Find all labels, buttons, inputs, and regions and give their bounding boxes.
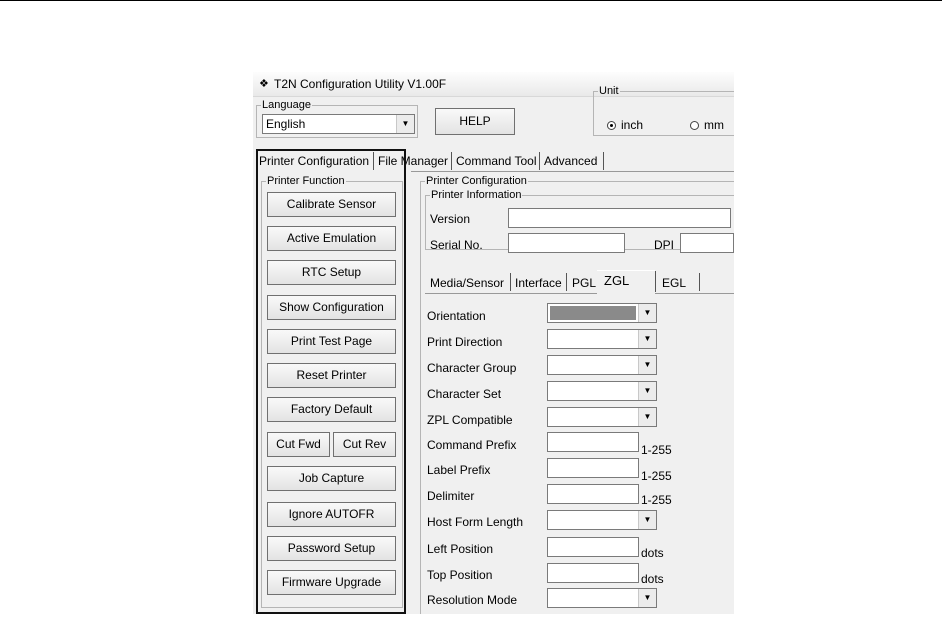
top-position-label: Top Position xyxy=(427,568,493,582)
character-group-label: Character Group xyxy=(427,361,517,375)
version-field[interactable] xyxy=(508,208,731,228)
subtab-baseline xyxy=(655,293,734,294)
tab-separator xyxy=(510,273,511,291)
tab-separator xyxy=(539,152,540,170)
host-form-length-select[interactable] xyxy=(547,510,657,530)
subtab-interface[interactable]: Interface xyxy=(515,276,562,290)
reset-printer-button[interactable]: Reset Printer xyxy=(267,363,396,388)
serial-label: Serial No. xyxy=(430,238,483,252)
zpl-compatible-label: ZPL Compatible xyxy=(427,413,513,427)
firmware-upgrade-button[interactable]: Firmware Upgrade xyxy=(267,570,396,595)
factory-default-button[interactable]: Factory Default xyxy=(267,397,396,422)
orientation-selection-highlight xyxy=(550,306,636,320)
left-position-field[interactable] xyxy=(547,537,639,557)
unit-radio-inch[interactable] xyxy=(607,118,643,132)
tab-separator xyxy=(655,271,656,292)
chevron-down-icon[interactable]: ▼ xyxy=(638,382,656,400)
left-position-unit: dots xyxy=(641,546,664,560)
tab-baseline xyxy=(411,171,734,172)
label-prefix-label: Label Prefix xyxy=(427,463,491,477)
language-legend: Language xyxy=(262,99,311,111)
rtc-setup-button[interactable]: RTC Setup xyxy=(267,260,396,285)
unit-mm-label: mm xyxy=(704,118,724,132)
subtab-zgl-label: ZGL xyxy=(604,273,630,288)
printer-function-legend: Printer Function xyxy=(267,175,345,187)
delimiter-label: Delimiter xyxy=(427,489,475,503)
printer-configuration-legend: Printer Configuration xyxy=(426,175,527,187)
page-top-rule xyxy=(0,0,942,1)
subtab-egl[interactable]: EGL xyxy=(662,276,687,290)
chevron-down-icon[interactable]: ▼ xyxy=(638,589,656,607)
language-value: English xyxy=(266,117,306,131)
tab-separator xyxy=(699,273,700,291)
label-prefix-range: 1-255 xyxy=(641,469,672,483)
orientation-label: Orientation xyxy=(427,309,486,323)
tab-advanced[interactable]: Advanced xyxy=(544,154,598,168)
tab-separator xyxy=(566,273,567,291)
orientation-select[interactable] xyxy=(547,303,657,323)
show-configuration-button[interactable]: Show Configuration xyxy=(267,295,396,320)
chevron-down-icon[interactable]: ▼ xyxy=(396,115,414,133)
tab-separator xyxy=(451,152,452,170)
top-position-field[interactable] xyxy=(547,563,639,583)
cut-rev-button[interactable]: Cut Rev xyxy=(333,432,396,457)
zpl-compatible-select[interactable] xyxy=(547,407,657,427)
left-position-label: Left Position xyxy=(427,542,494,556)
resolution-mode-label: Resolution Mode xyxy=(427,593,518,607)
help-button[interactable]: HELP xyxy=(435,108,515,135)
tab-separator xyxy=(603,152,604,170)
subtab-baseline xyxy=(425,293,597,294)
cut-fwd-button[interactable]: Cut Fwd xyxy=(267,432,330,457)
delimiter-field[interactable] xyxy=(547,484,639,504)
active-emulation-button[interactable]: Active Emulation xyxy=(267,226,396,251)
label-prefix-field[interactable] xyxy=(547,458,639,478)
resolution-mode-select[interactable] xyxy=(547,588,657,608)
window-title: T2N Configuration Utility V1.00F xyxy=(274,77,447,91)
chevron-down-icon[interactable]: ▼ xyxy=(638,304,656,322)
chevron-down-icon[interactable]: ▼ xyxy=(638,330,656,348)
unit-legend: Unit xyxy=(599,85,619,97)
delimiter-range: 1-255 xyxy=(641,493,672,507)
dpi-field[interactable] xyxy=(680,233,734,253)
chevron-down-icon[interactable]: ▼ xyxy=(638,511,656,529)
serial-field[interactable] xyxy=(508,233,625,253)
character-group-select[interactable] xyxy=(547,355,657,375)
dpi-label: DPI xyxy=(654,238,675,252)
radio-unchecked-icon[interactable] xyxy=(690,121,699,130)
tab-file-manager[interactable]: File Manager xyxy=(378,154,449,168)
chevron-down-icon[interactable]: ▼ xyxy=(638,408,656,426)
password-setup-button[interactable]: Password Setup xyxy=(267,536,396,561)
command-prefix-field[interactable] xyxy=(547,432,639,452)
unit-inch-label: inch xyxy=(621,118,644,132)
command-prefix-range: 1-255 xyxy=(641,443,672,457)
subtab-zgl-active[interactable] xyxy=(597,270,655,295)
tab-command-tool[interactable]: Command Tool xyxy=(456,154,537,168)
print-direction-select[interactable] xyxy=(547,329,657,349)
diamond-icon: ❖ xyxy=(259,78,269,90)
version-label: Version xyxy=(430,212,471,226)
unit-radio-mm[interactable] xyxy=(690,118,724,132)
subtab-pgl[interactable]: PGL xyxy=(572,276,597,290)
chevron-down-icon[interactable]: ▼ xyxy=(638,356,656,374)
print-test-page-button[interactable]: Print Test Page xyxy=(267,329,396,354)
character-set-select[interactable] xyxy=(547,381,657,401)
top-position-unit: dots xyxy=(641,572,664,586)
host-form-length-label: Host Form Length xyxy=(427,515,524,529)
tab-printer-configuration[interactable]: Printer Configuration xyxy=(259,154,370,168)
calibrate-sensor-button[interactable]: Calibrate Sensor xyxy=(267,192,396,217)
radio-checked-icon[interactable] xyxy=(607,121,616,130)
print-direction-label: Print Direction xyxy=(427,335,503,349)
printer-information-legend: Printer Information xyxy=(431,189,522,201)
subtab-media-sensor[interactable]: Media/Sensor xyxy=(430,276,505,290)
ignore-autofr-button[interactable]: Ignore AUTOFR xyxy=(267,502,396,527)
job-capture-button[interactable]: Job Capture xyxy=(267,466,396,491)
language-select[interactable] xyxy=(262,114,415,134)
character-set-label: Character Set xyxy=(427,387,502,401)
printer-function-highlight-box xyxy=(256,149,406,614)
command-prefix-label: Command Prefix xyxy=(427,438,517,452)
